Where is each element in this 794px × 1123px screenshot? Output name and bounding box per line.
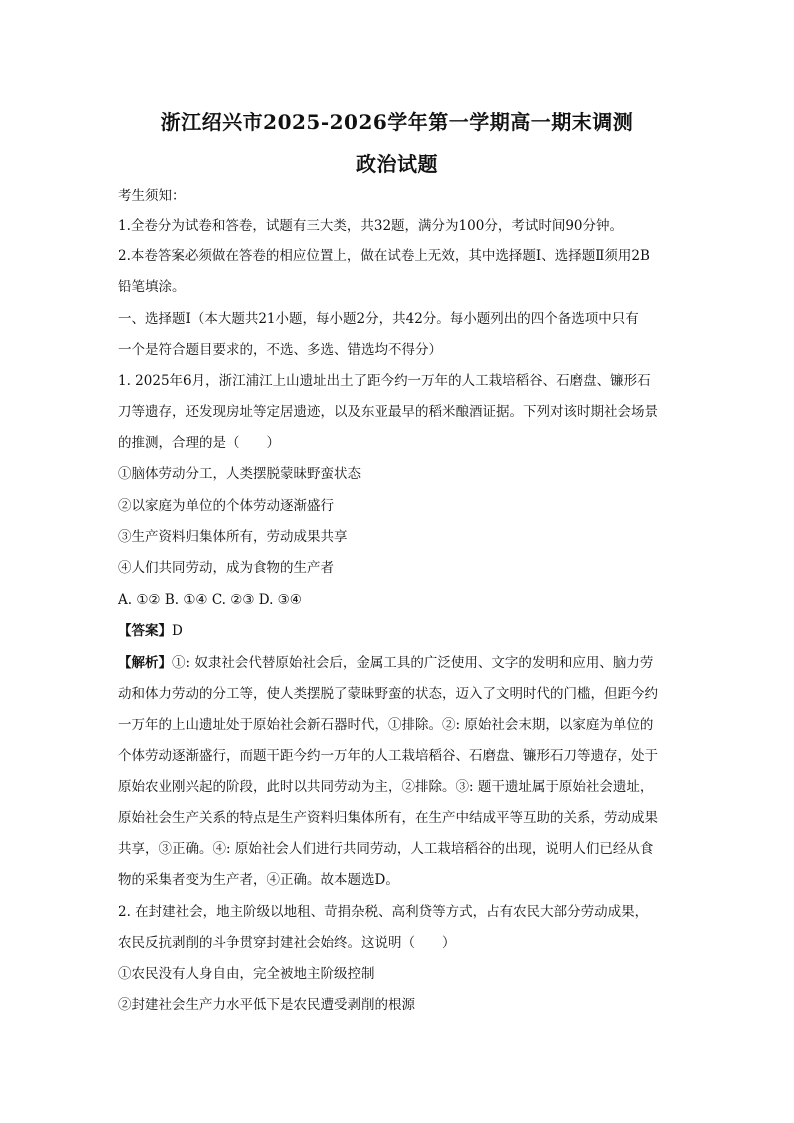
analysis-label: 【解析】	[118, 655, 172, 671]
q1-option-1: ①脑体劳动分工，人类摆脱蒙昧野蛮状态	[118, 466, 361, 482]
q1-analysis-line-7: 共享，③正确。④: 原始社会人们进行共同劳动，人工栽培稻谷的出现，说明人们已经从食	[118, 841, 654, 857]
q1-analysis-line-6: 原始社会生产关系的特点是生产资料归集体所有，在生产中结成平等互助的关系，劳动成果	[118, 810, 658, 826]
q1-stem-line-2: 刀等遗存，还发现房址等定居遗迹，以及东亚最早的稻米酿酒证据。下列对该时期社会场景	[118, 404, 658, 420]
q1-stem-line-3: 的推测，合理的是（ ）	[118, 435, 280, 451]
q1-analysis-line-5: 原始农业刚兴起的阶段，此时以共同劳动为主，②排除。③: 题干遗址属于原始社会遗址，	[118, 779, 654, 795]
q2-stem-line-2: 农民反抗剥削的斗争贯穿封建社会始终。这说明（ ）	[118, 935, 456, 951]
answer-label: 【答案】	[118, 623, 172, 639]
notice-item-1: 1.全卷分为试卷和答卷，试题有三大类，共32题，满分为100分，考试时间90分钟。	[118, 218, 624, 234]
page-title: 浙江绍兴市2025-2026学年第一学期高一期末调测	[160, 110, 634, 134]
q1-analysis-line-1	[118, 653, 688, 673]
q1-analysis-line-4: 个体劳动逐渐盛行，而题干距今约一万年的人工栽培稻谷、石磨盘、镰形石刀等遗存，处于	[118, 748, 658, 764]
q1-answer	[118, 621, 688, 641]
q1-analysis-line-3: 一万年的上山遗址处于原始社会新石器时代，①排除。②: 原始社会末期，以家庭为单位的	[118, 717, 654, 733]
page-subtitle: 政治试题	[356, 152, 438, 176]
q1-option-4: ④人们共同劳动，成为食物的生产者	[118, 560, 334, 576]
q1-analysis-line-2: 动和体力劳动的分工等，使人类摆脱了蒙昧野蛮的状态，迈入了文明时代的门槛，但距今约	[118, 686, 658, 702]
notice-heading: 考生须知：	[118, 188, 186, 204]
analysis-text: ①: 奴隶社会代替原始社会后，金属工具的广泛使用、文字的发明和应用、脑力劳	[172, 655, 654, 671]
q2-option-2: ②封建社会生产力水平低下是农民遭受剥削的根源	[118, 997, 415, 1013]
q1-option-3: ③生产资料归集体所有，劳动成果共享	[118, 529, 348, 545]
notice-item-2-line-1: 2.本卷答案必须做在答卷的相应位置上，做在试卷上无效，其中选择题Ⅰ、选择题Ⅱ须用2B	[118, 248, 650, 264]
section-1-heading-line-2: 一个是符合题目要求的，不选、多选、错选均不得分）	[118, 342, 442, 358]
answer-value: D	[172, 623, 183, 639]
q1-analysis-line-8: 物的采集者变为生产者，④正确。故本题选D。	[118, 872, 399, 888]
q2-stem-line-1: 2. 在封建社会，地主阶级以地租、苛捐杂税、高利贷等方式，占有农民大部分劳动成果，	[118, 904, 649, 920]
q1-stem-line-1: 1. 2025年6月，浙江浦江上山遗址出土了距今约一万年的人工栽培稻谷、石磨盘、镰形石	[118, 373, 651, 389]
q1-choices: A. ①② B. ①④ C. ②③ D. ③④	[118, 592, 302, 608]
section-1-heading-line-1: 一、选择题Ⅰ（本大题共21小题，每小题2分，共42分。每小题列出的四个备选项中只有	[118, 311, 639, 327]
q2-option-1: ①农民没有人身自由，完全被地主阶级控制	[118, 966, 375, 982]
notice-item-2-line-2: 铅笔填涂。	[118, 279, 186, 295]
q1-option-2: ②以家庭为单位的个体劳动逐渐盛行	[118, 498, 334, 514]
